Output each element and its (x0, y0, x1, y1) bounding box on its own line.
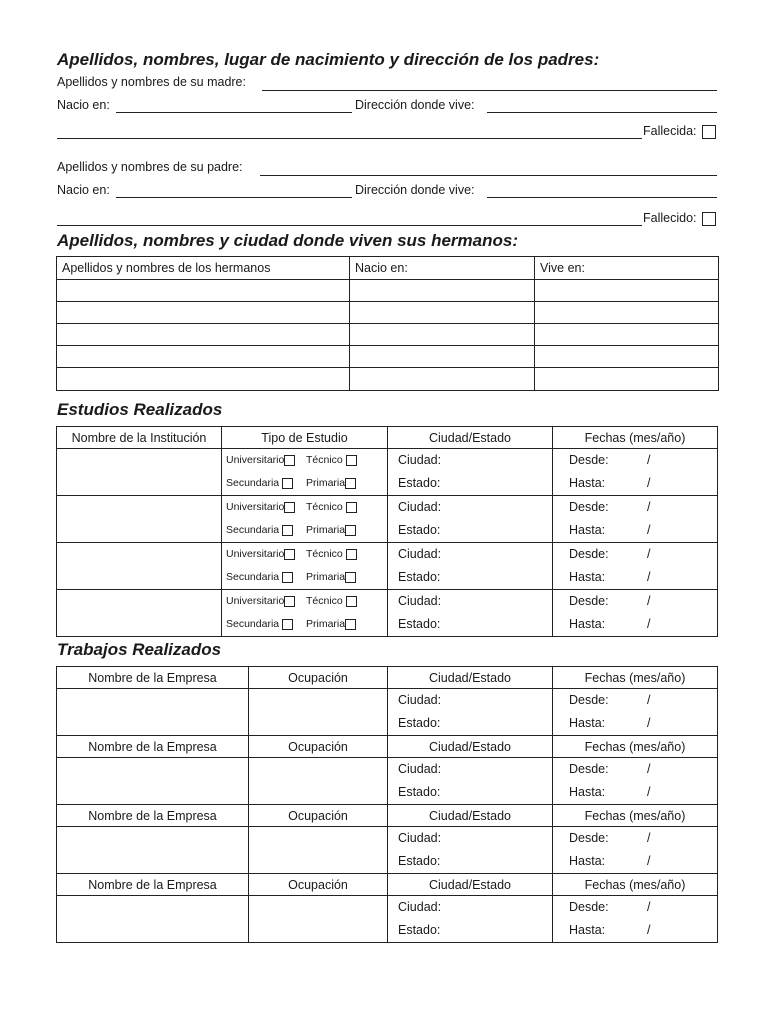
hasta-label: Hasta: (569, 785, 606, 799)
jobs-col-occupation: Ocupación (249, 805, 388, 827)
slash: / (647, 500, 651, 514)
primaria-label: Primaria (306, 524, 346, 536)
siblings-table (56, 256, 719, 391)
ciudad-label: Ciudad: (398, 547, 442, 561)
occupation-cell[interactable] (249, 896, 388, 943)
study-type-cell (222, 496, 388, 543)
institution-cell[interactable] (57, 496, 222, 543)
hasta-label: Hasta: (569, 923, 606, 937)
desde-label: Desde: (569, 693, 609, 707)
studies-col-institution: Nombre de la Institución (57, 427, 222, 449)
occupation-cell[interactable] (249, 758, 388, 805)
estado-label: Estado: (398, 617, 441, 631)
company-cell[interactable] (57, 758, 249, 805)
table-row (57, 346, 719, 368)
institution-cell[interactable] (57, 590, 222, 637)
table-row (57, 280, 719, 302)
jobs-col-city: Ciudad/Estado (388, 667, 553, 689)
studies-col-city: Ciudad/Estado (388, 427, 553, 449)
jobs-col-dates: Fechas (mes/año) (553, 874, 718, 896)
hasta-label: Hasta: (569, 570, 606, 584)
primaria-checkbox[interactable] (345, 572, 356, 583)
table-row (57, 368, 719, 391)
hasta-label: Hasta: (569, 617, 606, 631)
estado-label: Estado: (398, 785, 441, 799)
tecnico-checkbox[interactable] (346, 455, 357, 466)
primaria-label: Primaria (306, 477, 346, 489)
studies-col-type: Tipo de Estudio (222, 427, 388, 449)
desde-label: Desde: (569, 547, 609, 561)
father-address-field[interactable] (487, 197, 717, 198)
tecnico-checkbox[interactable] (346, 596, 357, 607)
tecnico-label: Técnico (306, 548, 343, 560)
jobs-col-dates: Fechas (mes/año) (553, 667, 718, 689)
tecnico-label: Técnico (306, 454, 343, 466)
ciudad-label: Ciudad: (398, 594, 442, 608)
secundaria-checkbox[interactable] (282, 525, 293, 536)
studies-heading: Estudios Realizados (57, 400, 223, 419)
father-address-label: Dirección donde vive: (355, 183, 475, 197)
slash: / (647, 854, 651, 868)
jobs-col-occupation: Ocupación (249, 874, 388, 896)
slash: / (647, 831, 651, 845)
sibling-name-cell[interactable] (57, 302, 350, 324)
ciudad-label: Ciudad: (398, 900, 442, 914)
primaria-checkbox[interactable] (345, 478, 356, 489)
sibling-lives-cell[interactable] (535, 302, 719, 324)
universitario-checkbox[interactable] (284, 596, 295, 607)
city-state-cell[interactable] (388, 689, 553, 736)
table-row (57, 324, 719, 346)
study-type-cell (222, 543, 388, 590)
ciudad-label: Ciudad: (398, 693, 442, 707)
city-state-cell[interactable] (388, 896, 553, 943)
ciudad-label: Ciudad: (398, 831, 442, 845)
jobs-table (56, 666, 718, 943)
tecnico-checkbox[interactable] (346, 549, 357, 560)
slash: / (647, 570, 651, 584)
estado-label: Estado: (398, 923, 441, 937)
siblings-heading: Apellidos, nombres y ciudad donde viven sus hermanos: (57, 231, 518, 250)
universitario-label: Universitario (226, 454, 285, 466)
desde-label: Desde: (569, 762, 609, 776)
estado-label: Estado: (398, 570, 441, 584)
primaria-checkbox[interactable] (345, 525, 356, 536)
slash: / (647, 617, 651, 631)
table-row (57, 896, 718, 943)
mother-name-field[interactable] (262, 90, 717, 91)
desde-label: Desde: (569, 594, 609, 608)
sibling-lives-cell[interactable] (535, 368, 719, 391)
slash: / (647, 594, 651, 608)
parents-heading: Apellidos, nombres, lugar de nacimiento y dirección de los padres: (57, 50, 600, 69)
jobs-heading: Trabajos Realizados (57, 640, 222, 659)
sibling-born-cell[interactable] (350, 280, 535, 302)
sibling-lives-cell[interactable] (535, 280, 719, 302)
table-row (57, 449, 718, 496)
mother-deceased-checkbox[interactable] (702, 125, 716, 139)
slash: / (647, 693, 651, 707)
hasta-label: Hasta: (569, 854, 606, 868)
sibling-lives-cell[interactable] (535, 324, 719, 346)
company-cell[interactable] (57, 896, 249, 943)
ciudad-label: Ciudad: (398, 500, 442, 514)
father-born-field[interactable] (116, 197, 352, 198)
institution-cell[interactable] (57, 543, 222, 590)
father-address-line2[interactable] (57, 225, 642, 226)
secundaria-label: Secundaria (226, 477, 280, 489)
jobs-col-city: Ciudad/Estado (388, 805, 553, 827)
secundaria-checkbox[interactable] (282, 619, 293, 630)
jobs-col-city: Ciudad/Estado (388, 874, 553, 896)
tecnico-label: Técnico (306, 501, 343, 513)
primaria-checkbox[interactable] (345, 619, 356, 630)
universitario-checkbox[interactable] (284, 549, 295, 560)
jobs-col-company: Nombre de la Empresa (57, 874, 249, 896)
slash: / (647, 476, 651, 490)
secundaria-label: Secundaria (226, 524, 280, 536)
jobs-col-occupation: Ocupación (249, 667, 388, 689)
sibling-born-cell[interactable] (350, 302, 535, 324)
sibling-name-cell[interactable] (57, 346, 350, 368)
siblings-col-name: Apellidos y nombres de los hermanos (57, 257, 350, 280)
sibling-born-cell[interactable] (350, 324, 535, 346)
universitario-label: Universitario (226, 595, 285, 607)
slash: / (647, 547, 651, 561)
estado-label: Estado: (398, 476, 441, 490)
table-row (57, 302, 719, 324)
ciudad-label: Ciudad: (398, 453, 442, 467)
jobs-col-company: Nombre de la Empresa (57, 736, 249, 758)
father-name-label: Apellidos y nombres de su padre: (57, 160, 243, 174)
city-state-cell[interactable] (388, 758, 553, 805)
siblings-col-lives: Vive en: (535, 257, 719, 280)
estado-label: Estado: (398, 716, 441, 730)
table-row (57, 590, 718, 637)
table-row (57, 496, 718, 543)
dates-cell[interactable] (553, 496, 718, 543)
slash: / (647, 523, 651, 537)
sibling-name-cell[interactable] (57, 324, 350, 346)
mother-address-line2[interactable] (57, 138, 642, 139)
universitario-checkbox[interactable] (284, 455, 295, 466)
occupation-cell[interactable] (249, 689, 388, 736)
tecnico-label: Técnico (306, 595, 343, 607)
hasta-label: Hasta: (569, 523, 606, 537)
sibling-born-cell[interactable] (350, 346, 535, 368)
slash: / (647, 453, 651, 467)
father-deceased-checkbox[interactable] (702, 212, 716, 226)
institution-cell[interactable] (57, 449, 222, 496)
city-state-cell[interactable] (388, 543, 553, 590)
universitario-label: Universitario (226, 548, 285, 560)
studies-table (56, 426, 718, 637)
dates-cell[interactable] (553, 543, 718, 590)
desde-label: Desde: (569, 831, 609, 845)
city-state-cell[interactable] (388, 449, 553, 496)
city-state-cell[interactable] (388, 496, 553, 543)
table-row (57, 689, 718, 736)
jobs-col-dates: Fechas (mes/año) (553, 805, 718, 827)
desde-label: Desde: (569, 453, 609, 467)
occupation-cell[interactable] (249, 827, 388, 874)
universitario-checkbox[interactable] (284, 502, 295, 513)
slash: / (647, 900, 651, 914)
jobs-col-occupation: Ocupación (249, 736, 388, 758)
universitario-label: Universitario (226, 501, 285, 513)
jobs-col-company: Nombre de la Empresa (57, 805, 249, 827)
table-row (57, 758, 718, 805)
primaria-label: Primaria (306, 618, 346, 630)
slash: / (647, 716, 651, 730)
jobs-col-company: Nombre de la Empresa (57, 667, 249, 689)
desde-label: Desde: (569, 500, 609, 514)
dates-cell[interactable] (553, 449, 718, 496)
father-deceased-label: Fallecido: (643, 211, 697, 225)
siblings-col-born: Nacio en: (350, 257, 535, 280)
hasta-label: Hasta: (569, 716, 606, 730)
company-cell[interactable] (57, 689, 249, 736)
estado-label: Estado: (398, 523, 441, 537)
table-row (57, 543, 718, 590)
sibling-name-cell[interactable] (57, 368, 350, 391)
secundaria-checkbox[interactable] (282, 478, 293, 489)
hasta-label: Hasta: (569, 476, 606, 490)
city-state-cell[interactable] (388, 827, 553, 874)
studies-col-dates: Fechas (mes/año) (553, 427, 718, 449)
jobs-col-dates: Fechas (mes/año) (553, 736, 718, 758)
mother-born-field[interactable] (116, 112, 352, 113)
mother-address-field[interactable] (487, 112, 717, 113)
primaria-label: Primaria (306, 571, 346, 583)
estado-label: Estado: (398, 854, 441, 868)
secundaria-checkbox[interactable] (282, 572, 293, 583)
slash: / (647, 762, 651, 776)
sibling-name-cell[interactable] (57, 280, 350, 302)
father-name-field[interactable] (260, 175, 717, 176)
dates-cell[interactable] (553, 590, 718, 637)
company-cell[interactable] (57, 827, 249, 874)
mother-name-label: Apellidos y nombres de su madre: (57, 75, 246, 89)
jobs-col-city: Ciudad/Estado (388, 736, 553, 758)
table-row (57, 827, 718, 874)
mother-born-label: Nacio en: (57, 98, 110, 112)
slash: / (647, 923, 651, 937)
tecnico-checkbox[interactable] (346, 502, 357, 513)
ciudad-label: Ciudad: (398, 762, 442, 776)
sibling-lives-cell[interactable] (535, 346, 719, 368)
sibling-born-cell[interactable] (350, 368, 535, 391)
secundaria-label: Secundaria (226, 618, 280, 630)
city-state-cell[interactable] (388, 590, 553, 637)
secundaria-label: Secundaria (226, 571, 280, 583)
mother-address-label: Dirección donde vive: (355, 98, 475, 112)
study-type-cell (222, 449, 388, 496)
study-type-cell (222, 590, 388, 637)
dates-cell[interactable] (553, 827, 718, 874)
dates-cell[interactable] (553, 689, 718, 736)
father-born-label: Nacio en: (57, 183, 110, 197)
desde-label: Desde: (569, 900, 609, 914)
dates-cell[interactable] (553, 758, 718, 805)
dates-cell[interactable] (553, 896, 718, 943)
slash: / (647, 785, 651, 799)
mother-deceased-label: Fallecida: (643, 124, 697, 138)
